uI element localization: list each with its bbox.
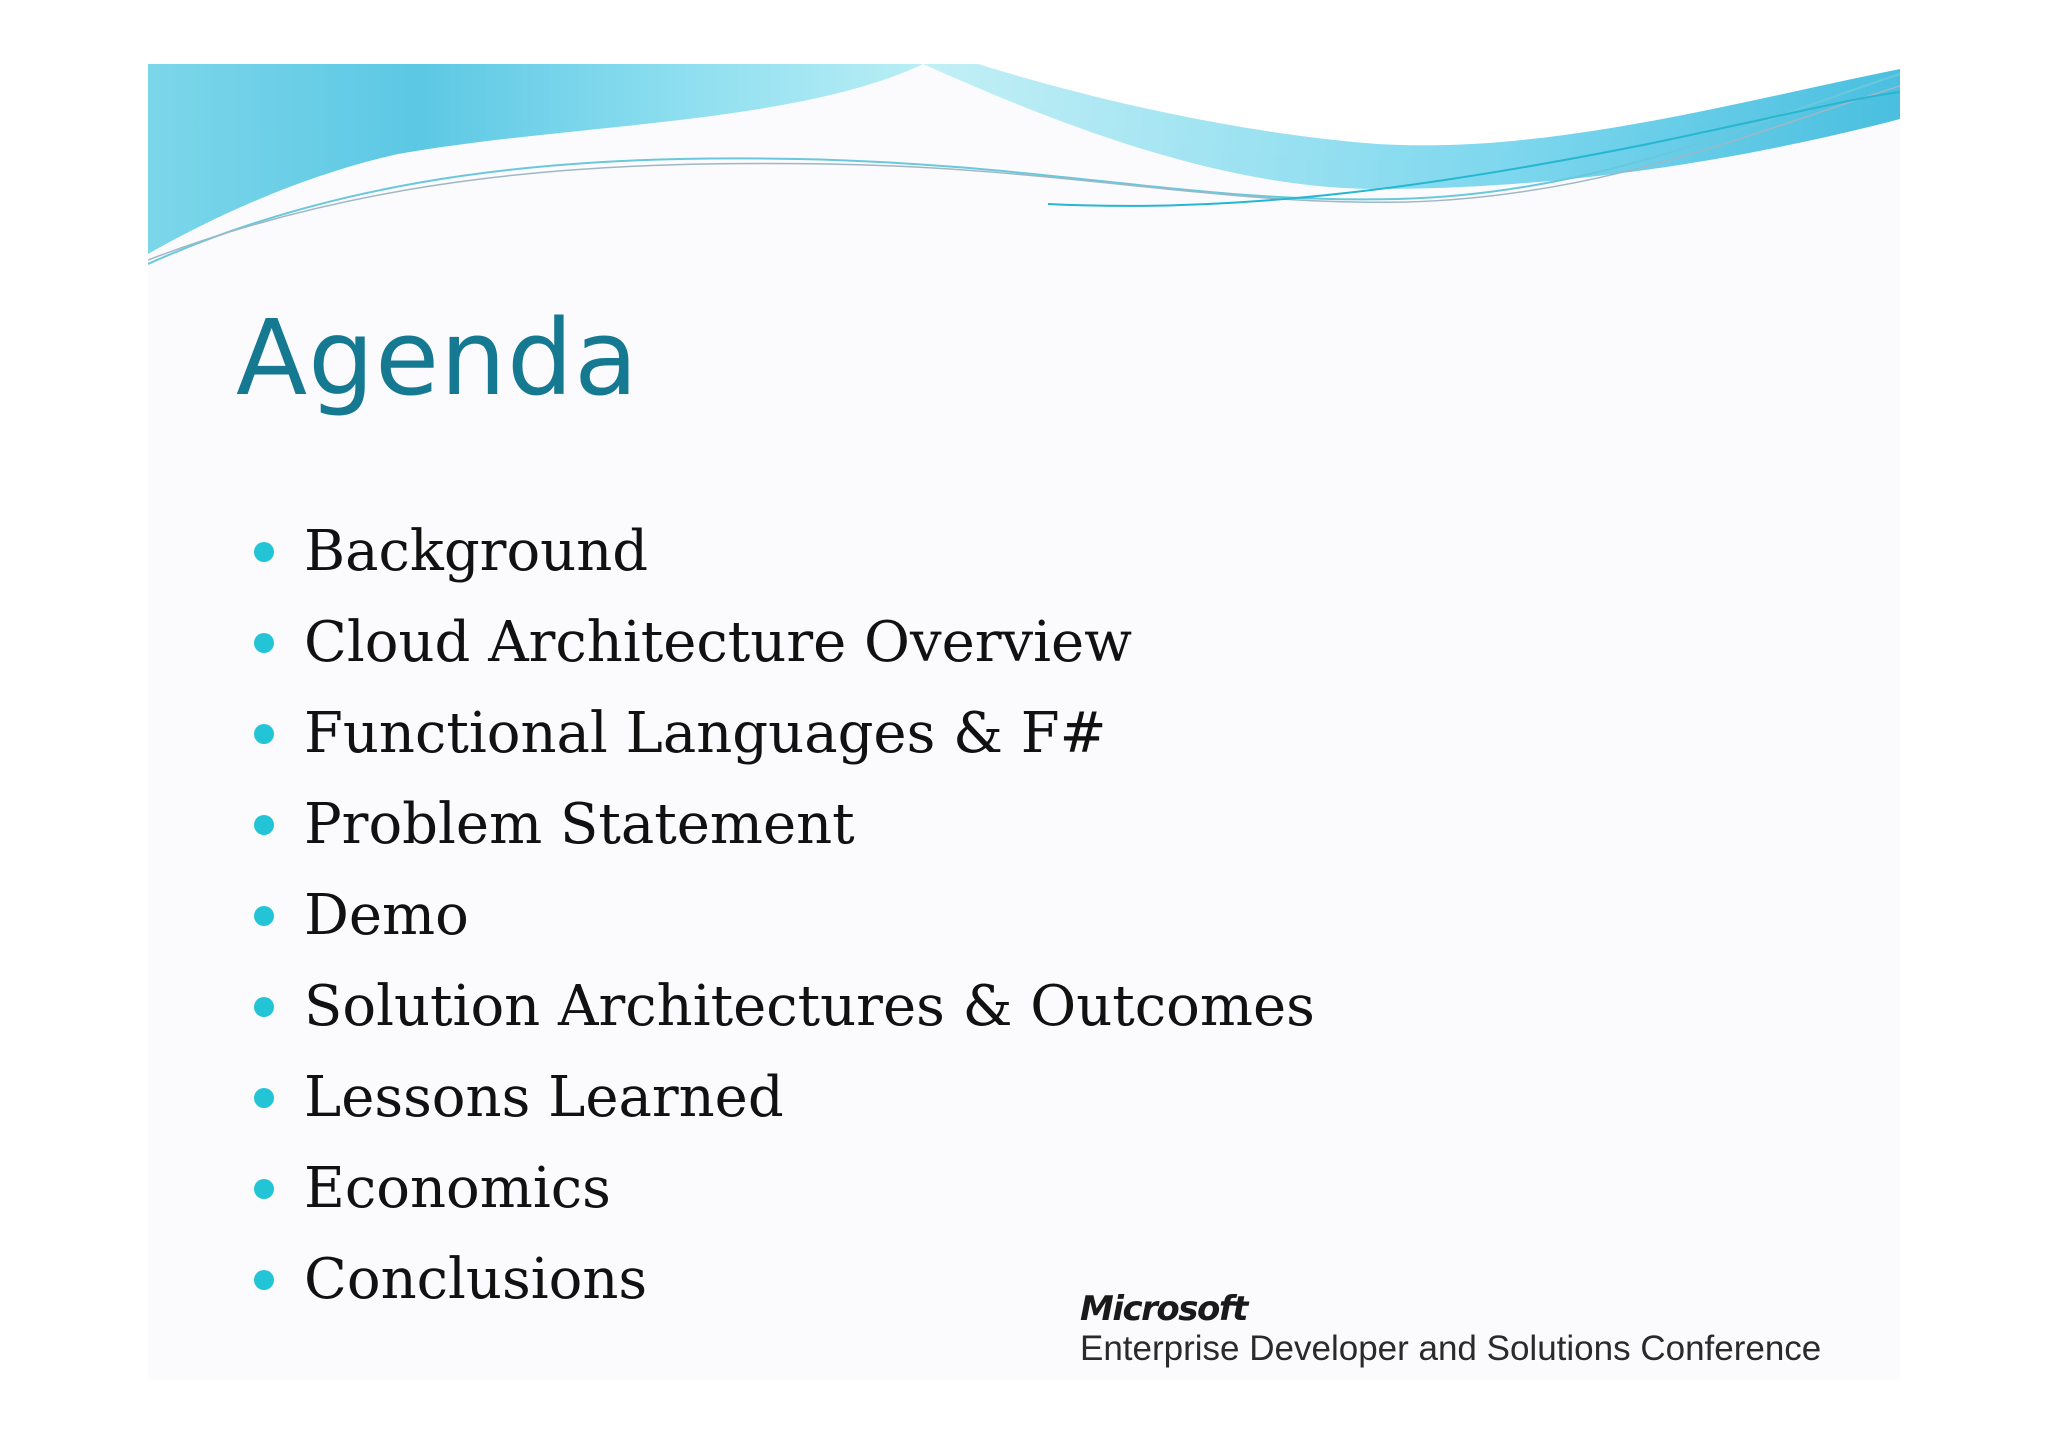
agenda-item-label: Functional Languages & F#: [304, 701, 1107, 766]
agenda-item-functional-languages: [254, 688, 1315, 779]
bullet-icon: [254, 997, 274, 1017]
bullet-icon: [254, 633, 274, 653]
agenda-item-label: Solution Architectures & Outcomes: [304, 974, 1315, 1039]
agenda-item-solution-architectures: [254, 961, 1315, 1052]
bullet-icon: [254, 1179, 274, 1199]
agenda-item-label: Problem Statement: [304, 792, 855, 857]
microsoft-logo: Microsoft: [1080, 1289, 1247, 1329]
agenda-item-lessons-learned: [254, 1052, 1315, 1143]
agenda-item-label: Demo: [304, 883, 469, 948]
slide-title: Agenda: [236, 297, 639, 419]
bullet-icon: [254, 815, 274, 835]
agenda-item-demo: [254, 870, 1315, 961]
header-wave-decoration: [148, 64, 1900, 274]
bullet-icon: [254, 542, 274, 562]
agenda-item-economics: [254, 1143, 1315, 1234]
agenda-item-label: Cloud Architecture Overview: [304, 610, 1133, 675]
bullet-icon: [254, 1270, 274, 1290]
slide: [148, 64, 1900, 1380]
conference-name: Enterprise Developer and Solutions Conference: [1080, 1328, 1822, 1368]
agenda-item-label: Background: [304, 519, 649, 584]
bullet-icon: [254, 1088, 274, 1108]
agenda-item-label: Lessons Learned: [304, 1065, 784, 1130]
agenda-item-problem-statement: [254, 779, 1315, 870]
bullet-icon: [254, 724, 274, 744]
bullet-icon: [254, 906, 274, 926]
agenda-list: [254, 506, 1315, 1325]
agenda-item-label: Economics: [304, 1156, 611, 1221]
agenda-item-background: [254, 506, 1315, 597]
conference-logo: [1080, 1289, 1880, 1370]
agenda-item-cloud-architecture-overview: [254, 597, 1315, 688]
agenda-item-label: Conclusions: [304, 1247, 648, 1312]
